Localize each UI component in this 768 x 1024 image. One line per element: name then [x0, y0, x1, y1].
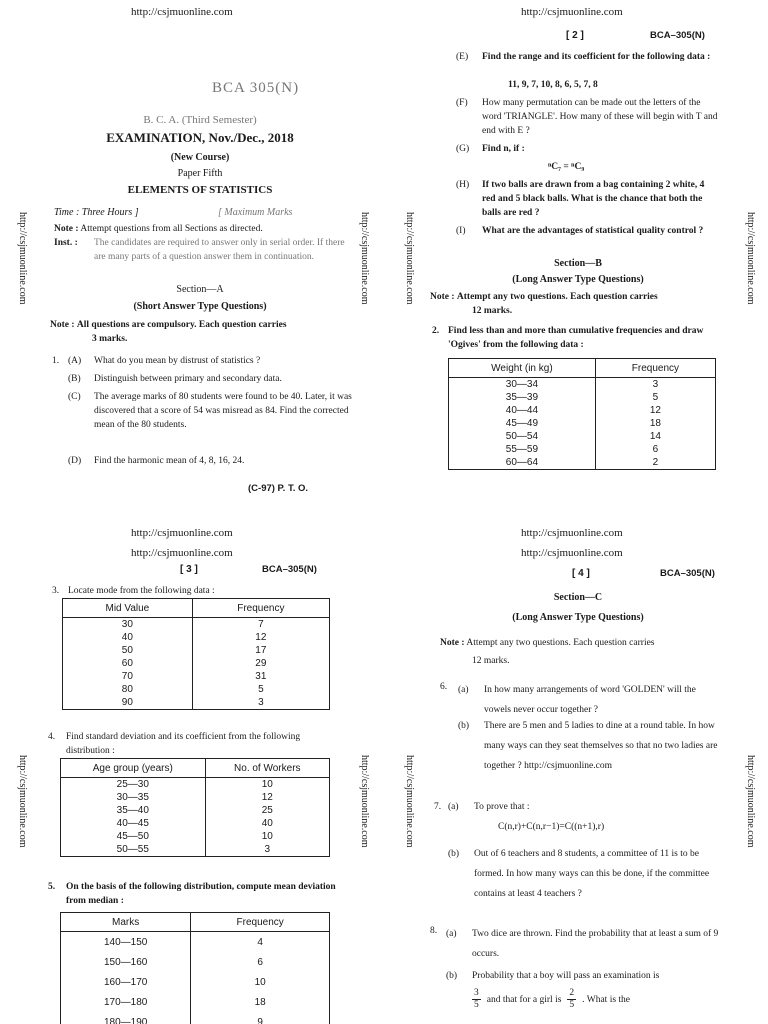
table-header: Marks — [61, 913, 191, 932]
page4-number: [ 4 ] — [572, 568, 590, 579]
section-b-note: Note : Attempt any two questions. Each question carries 12 marks. — [430, 292, 658, 316]
table-row: 30 7 — [63, 618, 330, 632]
table-row: 55—59 6 — [449, 443, 716, 456]
table-row: 30—34 3 — [449, 378, 716, 392]
table-header: Frequency — [191, 913, 330, 932]
course-type: (New Course) — [170, 152, 230, 163]
q7a-formula: C(n,r)+C(n,r−1)=C((n+1),r) — [498, 822, 605, 832]
page1 — [40, 70, 360, 500]
q3-number: 3. — [52, 586, 60, 596]
table-row: 30—35 12 — [61, 791, 330, 804]
q4-number: 4. — [48, 732, 56, 742]
q7-number: 7. — [434, 802, 442, 812]
mode-table — [62, 598, 330, 710]
q1g-formula: ⁿC₇ = ⁿC₉ — [548, 162, 585, 172]
q2-text: Find less than and more than cumulative frequencies and draw 'Ogives' from the following data : — [448, 326, 704, 350]
page3-header-url: http://csjmuonline.com — [131, 527, 233, 539]
marks-frequency-table — [60, 912, 330, 1024]
q1e: (E) Find the range and its coefficient for the following data : — [456, 52, 711, 62]
q6a: (a) In how many arrangements of word 'GOLDEN' will the vowels never occur together ? — [458, 685, 696, 715]
section-b-title: Section—B — [554, 258, 602, 269]
side-url-left-top: http://csjmuonline.com — [17, 212, 28, 305]
page2-number: [ 2 ] — [566, 30, 584, 41]
section-c-title: Section—C — [553, 592, 603, 603]
age-workers-table — [60, 758, 330, 857]
side-url-right-top: http://csjmuonline.com — [745, 212, 756, 305]
side-url-mid-right-top: http://csjmuonline.com — [404, 212, 415, 305]
q1a: (A) What do you mean by distrust of statistics ? — [68, 356, 261, 366]
section-a-title: Section—A — [176, 284, 224, 295]
q5-text: On the basis of the following distribution, compute mean deviation from median : — [66, 882, 336, 906]
q5-number: 5. — [48, 882, 56, 892]
page4-code: BCA–305(N) — [660, 568, 715, 579]
instructions: Inst. : The candidates are required to answer only in serial order. If there are many parts of a question answer them in continuation. — [54, 238, 345, 262]
table-row: 170—180 18 — [61, 992, 330, 1012]
table-header: Frequency — [192, 599, 329, 618]
q8-number: 8. — [430, 926, 438, 936]
q6b: (b) There are 5 men and 5 ladies to dine at a round table. In how many ways can they seat themselves so that no two ladies are together ? http://csjmuonline.com — [458, 721, 718, 771]
table-row: 50 17 — [63, 644, 330, 657]
table-row: 45—50 10 — [61, 830, 330, 843]
side-url-mid-left-top: http://csjmuonline.com — [359, 212, 370, 305]
page4-header-url-2: http://csjmuonline.com — [521, 547, 623, 559]
table-row: 35—39 5 — [449, 391, 716, 404]
table-row: 140—150 4 — [61, 932, 330, 953]
q1g: (G) Find n, if : — [456, 144, 525, 154]
table-row: 50—54 14 — [449, 430, 716, 443]
section-a-type: (Short Answer Type Questions) — [133, 301, 267, 312]
subject-title: ELEMENTS OF STATISTICS — [127, 184, 273, 196]
table-row: 90 3 — [63, 696, 330, 710]
max-marks-label: [ Maximum Marks — [218, 207, 293, 218]
table-row: 160—170 10 — [61, 972, 330, 992]
table-row: 45—49 18 — [449, 417, 716, 430]
table-row: 40 12 — [63, 631, 330, 644]
q7b: (b) Out of 6 teachers and 8 students, a committee of 11 is to be formed. In how many ways can this be done, if the committee contains at least 4 teachers ? — [448, 849, 710, 899]
table-header: No. of Workers — [205, 759, 329, 778]
q7a: (a) To prove that : — [448, 802, 530, 812]
paper-number: Paper Fifth — [177, 168, 223, 179]
page2 — [428, 26, 728, 516]
side-url-mid-right-bottom: http://csjmuonline.com — [404, 755, 415, 848]
q1f: (F) How many permutation can be made out the letters of the word 'TRIANGLE'. How many of these will begin with T and end with E ? — [456, 98, 718, 136]
table-row: 180—190 9 — [61, 1012, 330, 1024]
table-row: 40—45 40 — [61, 817, 330, 830]
table-row: 40—44 12 — [449, 404, 716, 417]
table-row: 25—30 10 — [61, 778, 330, 792]
page4-header-url: http://csjmuonline.com — [521, 527, 623, 539]
exam-title: EXAMINATION, Nov./Dec., 2018 — [106, 130, 294, 145]
page3-number: [ 3 ] — [180, 564, 198, 575]
table-header: Age group (years) — [61, 759, 206, 778]
table-row: 70 31 — [63, 670, 330, 683]
general-note: Note : Attempt questions from all Sections as directed. — [54, 224, 263, 234]
page1-header-url: http://csjmuonline.com — [131, 6, 233, 18]
table-header: Weight (in kg) — [449, 359, 596, 378]
table-header: Frequency — [595, 359, 715, 378]
section-b-type: (Long Answer Type Questions) — [512, 274, 644, 285]
q1d: (D) Find the harmonic mean of 4, 8, 16, 24. — [68, 456, 245, 466]
program-name: B. C. A. (Third Semester) — [143, 114, 257, 126]
section-c-type: (Long Answer Type Questions) — [512, 612, 644, 623]
q6b-url: http://csjmuonline.com — [524, 761, 612, 771]
weight-frequency-table — [448, 358, 716, 470]
q8a: (a) Two dice are thrown. Find the probability that at least a sum of 9 occurs. — [446, 929, 719, 959]
q1e-data: 11, 9, 7, 10, 8, 6, 5, 7, 8 — [508, 80, 598, 90]
q2-number: 2. — [432, 326, 440, 336]
page4 — [428, 566, 738, 1024]
q1b: (B) Distinguish between primary and secondary data. — [68, 374, 282, 384]
q4-text: Find standard deviation and its coefficient from the following distribution : — [66, 732, 301, 756]
side-url-left-bottom: http://csjmuonline.com — [17, 755, 28, 848]
q8b: (b) Probability that a boy will pass an examination is — [446, 971, 660, 981]
q3-text: Locate mode from the following data : — [68, 586, 215, 596]
table-row: 60—64 2 — [449, 456, 716, 470]
table-header: Mid Value — [63, 599, 193, 618]
time-label: Time : Three Hours ] — [54, 207, 139, 218]
section-c-note: Note : Attempt any two questions. Each question carries 12 marks. — [440, 638, 655, 666]
page2-header-url: http://csjmuonline.com — [521, 6, 623, 18]
side-url-mid-left-bottom: http://csjmuonline.com — [359, 755, 370, 848]
q1-number: 1. — [52, 356, 60, 366]
q1c: (C) The average marks of 80 students were found to be 40. Later, it was discovered that a score of 54 was misread as 84. Find the corrected mean of the 80 students. — [68, 392, 352, 430]
fraction-2-5: 2 5 — [569, 988, 575, 1010]
q1h: (H) If two balls are drawn from a bag containing 2 white, 4 red and 5 black balls. What is the chance that both the balls are red ? — [456, 180, 705, 218]
page1-footer: (C-97) P. T. O. — [248, 483, 309, 494]
q1i: (I) What are the advantages of statistical quality control ? — [456, 226, 704, 236]
fraction-3-5: 3 5 — [474, 988, 479, 1010]
section-a-note: Note : All questions are compulsory. Each question carries 3 marks. — [50, 320, 287, 344]
q8b-continued: 3 5 and that for a girl is 2 5 . What is the — [474, 988, 631, 1010]
q6-number: 6. — [440, 682, 448, 692]
table-row: 60 29 — [63, 657, 330, 670]
page3-header-url-2: http://csjmuonline.com — [131, 547, 233, 559]
side-url-right-bottom: http://csjmuonline.com — [745, 755, 756, 848]
page2-code: BCA–305(N) — [650, 30, 705, 41]
course-code-title: BCA 305(N) — [212, 80, 300, 96]
table-row: 50—55 3 — [61, 843, 330, 857]
page3 — [48, 562, 348, 1024]
page3-code: BCA–305(N) — [262, 564, 317, 575]
table-row: 35—40 25 — [61, 804, 330, 817]
table-row: 150—160 6 — [61, 952, 330, 972]
table-row: 80 5 — [63, 683, 330, 696]
